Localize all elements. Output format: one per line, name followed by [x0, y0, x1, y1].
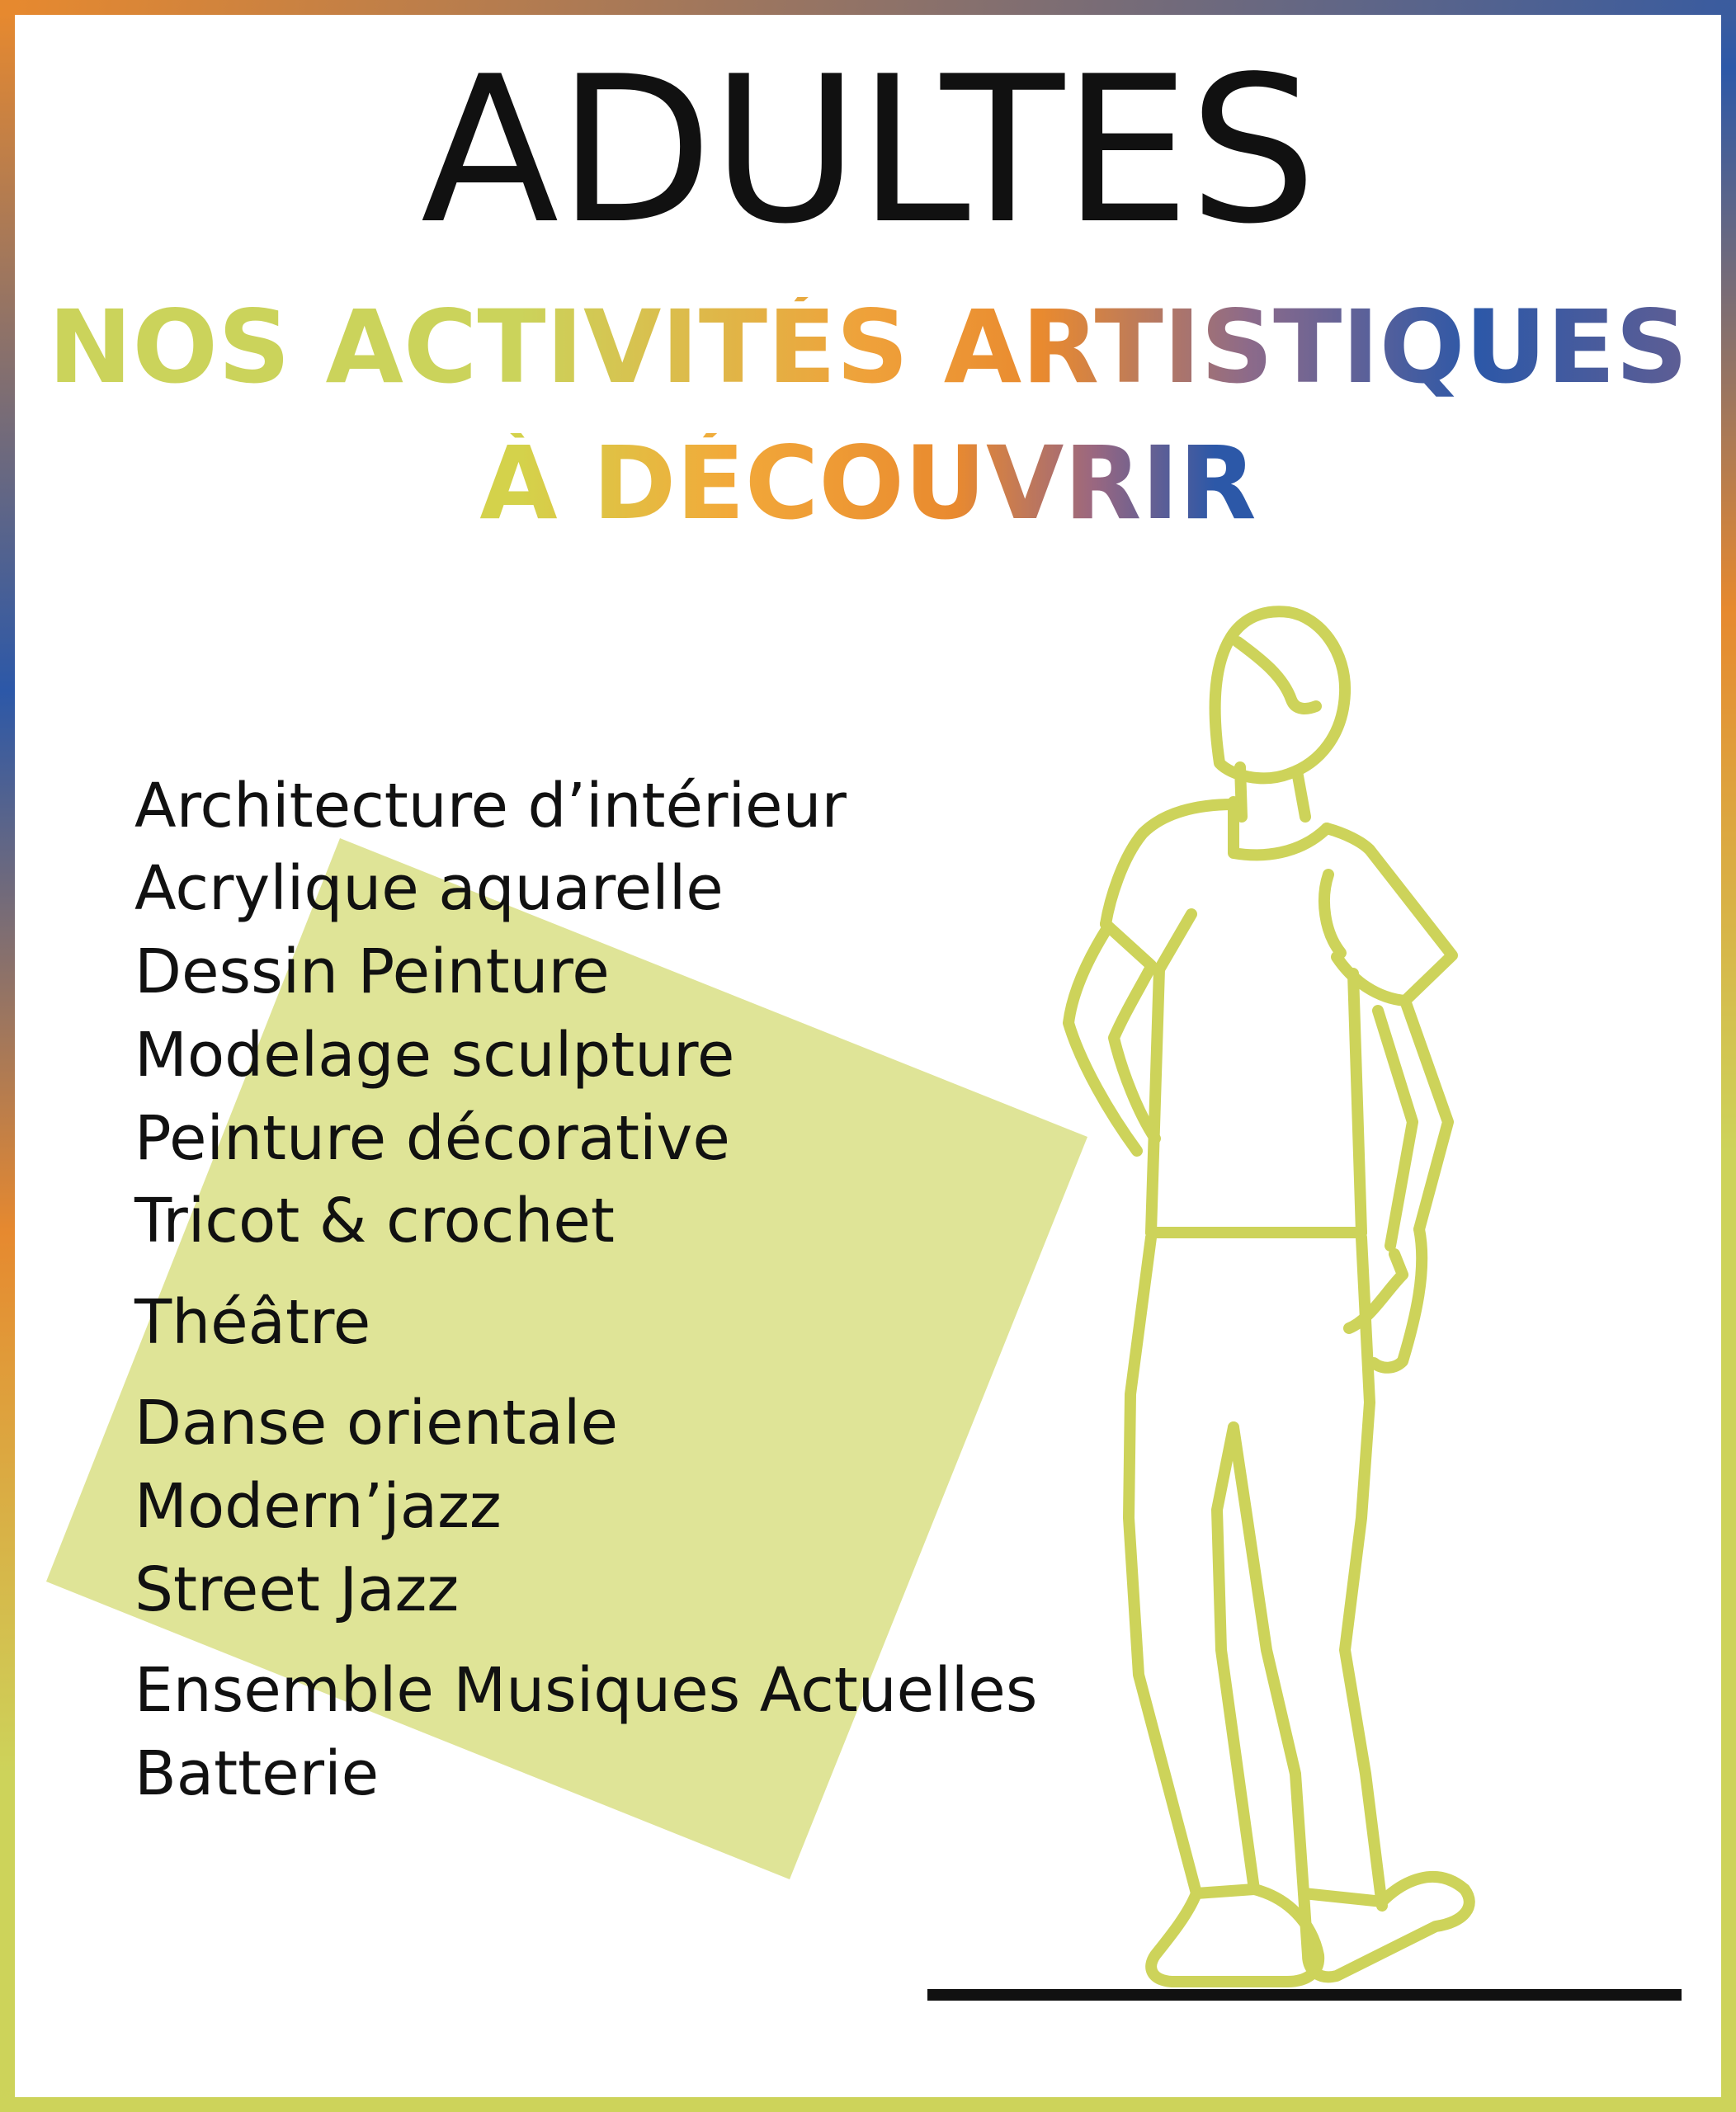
activity-item: Théâtre [134, 1287, 371, 1358]
activity-item: Modern’jazz [134, 1471, 502, 1542]
ground-line [927, 1989, 1682, 2001]
activity-item: Architecture d’intérieur [134, 771, 847, 842]
activity-item: Modelage sculpture [134, 1020, 735, 1091]
activity-item: Tricot & crochet [134, 1186, 615, 1256]
activity-item: Ensemble Musiques Actuelles [134, 1655, 1038, 1726]
subtitle-line-2: À DÉCOUVRIR [0, 433, 1736, 534]
activity-item: Danse orientale [134, 1388, 618, 1459]
activity-item: Batterie [134, 1738, 380, 1809]
page-title: ADULTES [420, 33, 1316, 268]
activity-item: Dessin Peinture [134, 936, 610, 1007]
activity-item: Street Jazz [134, 1554, 460, 1625]
activity-item: Peinture décorative [134, 1103, 730, 1174]
subtitle-line-1: NOS ACTIVITÉS ARTISTIQUES [0, 297, 1736, 398]
activity-item: Acrylique aquarelle [134, 853, 724, 924]
